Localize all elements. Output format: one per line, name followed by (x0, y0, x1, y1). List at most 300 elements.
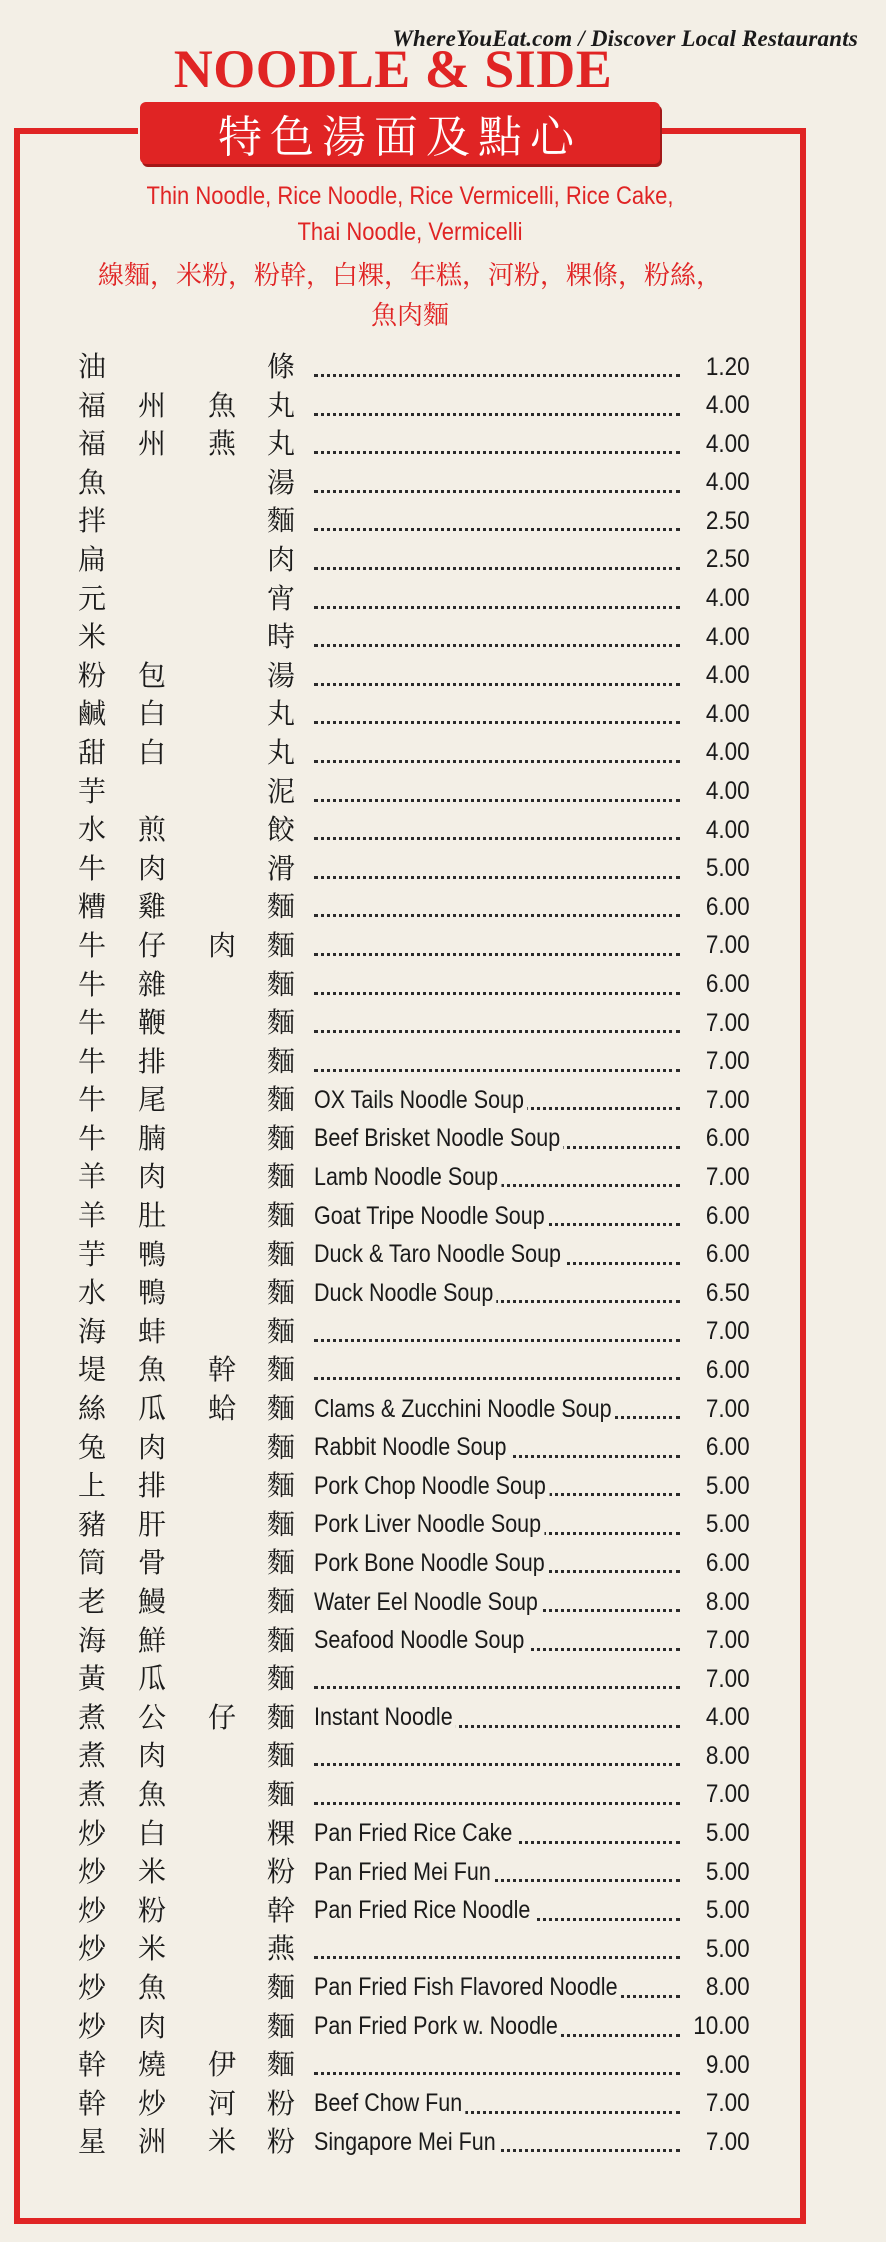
menu-item-chinese-char: 幹 (208, 1353, 237, 1387)
menu-item-chinese-char: 肝 (138, 1507, 167, 1541)
menu-item-chinese-char: 米 (78, 620, 107, 654)
menu-item-chinese-char: 條 (267, 350, 296, 383)
menu-item-chinese-char: 絲 (78, 1392, 107, 1426)
menu-item-chinese-name (78, 1778, 308, 1812)
dot-leader (314, 606, 680, 609)
menu-item-chinese-char: 丸 (267, 388, 296, 422)
menu-item-chinese-char: 炒 (78, 1970, 107, 2004)
menu-item (78, 1506, 750, 1545)
menu-item-english-name (314, 425, 680, 463)
menu-item-chinese-name (78, 697, 308, 731)
menu-item-chinese-char: 粉 (267, 1855, 296, 1889)
menu-item-chinese-char: 麵 (267, 967, 296, 1001)
menu-item-chinese-char: 麵 (267, 1044, 296, 1078)
menu-item-price: 5.00 (706, 1857, 750, 1886)
menu-item-price: 7.00 (706, 1780, 750, 1809)
menu-item (78, 657, 750, 696)
menu-item (78, 1429, 750, 1468)
menu-item-chinese-char: 時 (267, 620, 296, 654)
menu-item-english-name (314, 773, 680, 811)
menu-item-chinese-name (78, 427, 308, 461)
menu-item-chinese-char: 燒 (138, 2048, 167, 2082)
menu-item (78, 1351, 750, 1390)
menu-item-chinese-char: 白 (138, 1816, 167, 1850)
menu-item-english-name (314, 1236, 680, 1274)
menu-item-english-name (314, 1467, 680, 1505)
menu-item-price: 6.00 (706, 1124, 750, 1153)
menu-item-chinese-char: 兔 (78, 1430, 107, 1464)
menu-item (78, 695, 750, 734)
menu-item-chinese-char: 包 (138, 658, 167, 692)
menu-item-chinese-char: 麵 (267, 1392, 296, 1426)
menu-item-chinese-char: 河 (208, 2086, 237, 2120)
menu-item-chinese-char: 牛 (78, 1121, 107, 1155)
menu-item-chinese-char: 豬 (78, 1507, 107, 1541)
menu-item-price: 4.00 (706, 815, 750, 844)
menu-item-chinese-name (78, 1508, 308, 1542)
menu-item-english-name (314, 927, 680, 965)
menu-item (78, 1660, 750, 1699)
menu-item (78, 888, 750, 927)
menu-item (78, 1699, 750, 1738)
menu-item-price: 6.00 (706, 892, 750, 921)
menu-item-chinese-char: 麵 (267, 2048, 296, 2082)
menu-item-chinese-char: 仔 (208, 1700, 237, 1734)
menu-item-chinese-char: 麵 (267, 1507, 296, 1541)
menu-item-chinese-name (78, 1045, 308, 1079)
menu-item-price: 7.00 (706, 1085, 750, 1114)
menu-item-chinese-char: 丸 (267, 735, 296, 769)
dot-leader (314, 1030, 680, 1033)
menu-item-english-name (314, 1930, 680, 1968)
menu-item-english-name (314, 1274, 680, 1312)
menu-item-english-name (314, 888, 680, 926)
menu-item-english-name (314, 1892, 680, 1930)
menu-item-price: 4.00 (706, 777, 750, 806)
menu-item-english-label: Duck & Taro Noodle Soup (314, 1240, 564, 1269)
menu-item-english-name (314, 695, 680, 733)
menu-item-chinese-name (78, 1160, 308, 1194)
menu-item-english-label: Pan Fried Pork w. Noodle (314, 2012, 561, 2041)
menu-item-chinese-name (78, 1701, 308, 1735)
menu-item-chinese-char: 肉 (138, 851, 167, 885)
menu-item-chinese-char: 米 (138, 1855, 167, 1889)
menu-item-english-label: Lamb Noodle Soup (314, 1163, 502, 1192)
menu-item-price: 10.00 (693, 2012, 750, 2041)
menu-item-chinese-name (78, 929, 308, 963)
menu-item-chinese-name (78, 620, 308, 654)
menu-item-chinese-char: 肉 (138, 1160, 167, 1194)
dot-leader (314, 992, 680, 995)
frame-top-right (662, 128, 800, 134)
menu-item (78, 387, 750, 426)
menu-item-price: 6.00 (706, 1548, 750, 1577)
dot-leader (314, 413, 680, 416)
menu-item-chinese-char: 芋 (78, 774, 107, 808)
page-title: NOODLE & SIDE (173, 39, 613, 99)
menu-item-chinese-char: 麵 (267, 1237, 296, 1271)
dot-leader (314, 1339, 680, 1342)
menu-item-chinese-char: 泥 (267, 774, 296, 808)
menu-item-chinese-char: 幹 (78, 2048, 107, 2082)
menu-item-chinese-char: 雜 (138, 967, 167, 1001)
menu-item-english-name (314, 1429, 680, 1467)
menu-item-chinese-char: 麵 (267, 1970, 296, 2004)
menu-item-price: 7.00 (706, 1626, 750, 1655)
menu-item-english-label: Clams & Zucchini Noodle Soup (314, 1395, 615, 1424)
menu-item-chinese-name (78, 1855, 308, 1889)
dot-leader (314, 528, 680, 531)
dot-leader (314, 799, 680, 802)
dot-leader (314, 1069, 680, 1072)
menu-item-chinese-char: 排 (138, 1469, 167, 1503)
menu-item (78, 541, 750, 580)
menu-item-chinese-char: 麵 (267, 1006, 296, 1040)
menu-item (78, 1622, 750, 1661)
menu-item-price: 1.20 (706, 352, 750, 381)
frame-top-left (14, 128, 138, 134)
menu-item-chinese-char: 水 (78, 1276, 107, 1310)
menu-item-chinese-char: 甜 (78, 735, 107, 769)
menu-item-chinese-char: 元 (78, 581, 107, 615)
dot-leader (314, 1956, 680, 1959)
menu-item-english-name (314, 464, 680, 502)
menu-item-chinese-char: 鰻 (138, 1585, 167, 1618)
menu-item (78, 1815, 750, 1854)
menu-item (78, 2123, 750, 2162)
menu-item-english-label: Rabbit Noodle Soup (314, 1433, 510, 1462)
menu-item-chinese-name (78, 1353, 308, 1387)
subtitle-en: Thin Noodle, Rice Noodle, Rice Vermicelli, Rice Cake, Thai Noodle, Vermicelli (146, 182, 674, 246)
menu-item-english-name (314, 2085, 680, 2123)
menu-item-english-name (314, 2008, 680, 2046)
dot-leader (314, 760, 680, 763)
menu-item-chinese-char: 州 (138, 427, 167, 461)
menu-item-chinese-char: 魚 (78, 465, 107, 499)
menu-item-price: 7.00 (706, 1162, 750, 1191)
menu-item-english-name (314, 1081, 680, 1119)
menu-item-chinese-char: 油 (78, 350, 107, 383)
menu-item-price: 6.00 (706, 970, 750, 998)
menu-item-price: 8.00 (706, 1587, 750, 1616)
menu-item-english-name (314, 1699, 680, 1737)
menu-item-english-label: Goat Tripe Noodle Soup (314, 1202, 548, 1231)
menu-item-english-name (314, 1120, 680, 1158)
menu-item-price: 7.00 (706, 2089, 750, 2118)
menu-item-chinese-char: 牛 (78, 851, 107, 885)
menu-item-chinese-name (78, 1199, 308, 1233)
menu-item-english-label: Pan Fried Mei Fun (314, 1858, 494, 1887)
dot-leader (314, 837, 680, 840)
menu-item-english-label: OX Tails Noodle Soup (314, 1086, 527, 1115)
menu-item-chinese-char: 海 (78, 1623, 107, 1657)
menu-item-chinese-char: 瓜 (138, 1392, 167, 1426)
menu-item-price: 7.00 (706, 2127, 750, 2156)
menu-item-chinese-char: 宵 (267, 581, 296, 615)
menu-item-chinese-char: 粉 (78, 658, 107, 692)
menu-item (78, 1892, 750, 1931)
dot-leader (314, 721, 680, 724)
menu-item-price: 2.50 (706, 506, 750, 535)
dot-leader (314, 1377, 680, 1380)
menu-item-price: 5.00 (706, 1819, 750, 1848)
menu-item-chinese-char: 粉 (138, 1893, 167, 1927)
menu-item-chinese-char: 洲 (138, 2125, 167, 2159)
menu-item-chinese-char: 炒 (78, 1932, 107, 1966)
menu-item-chinese-char: 粉 (267, 2125, 296, 2159)
menu-item-price: 4.00 (706, 468, 750, 497)
menu-item (78, 811, 750, 850)
menu-item-price: 6.00 (706, 1240, 750, 1269)
menu-item-chinese-name (78, 1392, 308, 1426)
menu-item-chinese-char: 牛 (78, 1006, 107, 1040)
menu-item-english-label: Seafood Noodle Soup (314, 1626, 528, 1655)
menu-item-chinese-char: 魚 (138, 1777, 167, 1811)
menu-item-price: 6.00 (706, 1433, 750, 1462)
menu-item-chinese-name (78, 389, 308, 423)
menu-item-chinese-char: 肉 (208, 928, 237, 962)
menu-item-english-name (314, 657, 680, 695)
menu-item (78, 1969, 750, 2008)
menu-item-price: 7.00 (706, 1047, 750, 1076)
menu-item-chinese-char: 炒 (138, 2086, 167, 2120)
menu-item-chinese-name (78, 1662, 308, 1696)
menu-item-chinese-name (78, 659, 308, 693)
menu-item-chinese-char: 魚 (208, 388, 237, 422)
menu-item (78, 734, 750, 773)
menu-item-price: 4.00 (706, 584, 750, 613)
menu-item-english-name (314, 1969, 680, 2007)
menu-item (78, 1853, 750, 1892)
menu-item-chinese-char: 肉 (138, 1739, 167, 1773)
menu-item (78, 850, 750, 889)
menu-item-chinese-char: 白 (138, 697, 167, 731)
menu-item (78, 348, 750, 387)
menu-item-chinese-char: 糟 (78, 890, 107, 924)
menu-item (78, 1313, 750, 1352)
menu-item-chinese-char: 麵 (267, 1276, 296, 1310)
menu-item-chinese-name (78, 1122, 308, 1156)
menu-item-english-name (314, 1004, 680, 1042)
menu-item-chinese-char: 麵 (267, 1083, 296, 1117)
menu-item-english-name (314, 387, 680, 425)
menu-item-chinese-char: 黃 (78, 1662, 107, 1696)
menu-item-chinese-char: 星 (78, 2125, 107, 2159)
menu-item-price: 5.00 (706, 1934, 750, 1963)
menu-item-price: 4.00 (706, 661, 750, 690)
menu-item-chinese-char: 粿 (267, 1816, 296, 1850)
menu-item-chinese-char: 燕 (267, 1932, 296, 1966)
menu-item-english-name (314, 1622, 680, 1660)
menu-item-english-name (314, 1506, 680, 1544)
menu-item-english-name (314, 1313, 680, 1351)
menu-item-chinese-char: 福 (78, 388, 107, 422)
menu-item-chinese-char: 麵 (267, 890, 296, 924)
menu-item-english-name (314, 2046, 680, 2084)
menu-item-chinese-name (78, 1469, 308, 1503)
menu-item-chinese-char: 蚌 (138, 1314, 167, 1348)
menu-item-english-name (314, 1776, 680, 1814)
menu-item (78, 966, 750, 1005)
menu-item-english-name (314, 1737, 680, 1775)
menu-item-english-name (314, 2123, 680, 2161)
menu-item-english-name (314, 1815, 680, 1853)
menu-item-chinese-name (78, 1546, 308, 1580)
menu-item-chinese-name (78, 543, 308, 577)
menu-item-chinese-char: 煮 (78, 1700, 107, 1734)
menu-item-price: 4.00 (706, 429, 750, 458)
menu-item-chinese-char: 幹 (267, 1893, 296, 1927)
menu-item-chinese-char: 州 (138, 388, 167, 422)
menu-item-chinese-name (78, 1083, 308, 1117)
menu-item-chinese-char: 魚 (138, 1353, 167, 1387)
menu-item (78, 773, 750, 812)
menu-item-chinese-char: 肉 (138, 2009, 167, 2043)
menu-item-chinese-name (78, 1971, 308, 2005)
menu-item-chinese-char: 尾 (138, 1083, 167, 1117)
menu-item-chinese-char: 麵 (267, 1199, 296, 1233)
menu-item-chinese-char: 仔 (138, 928, 167, 962)
menu-item-chinese-char: 上 (78, 1469, 107, 1503)
menu-item-english-label: Duck Noodle Soup (314, 1279, 497, 1308)
menu-item (78, 2085, 750, 2124)
menu-item-chinese-char: 筒 (78, 1546, 107, 1580)
menu-item-chinese-char: 排 (138, 1044, 167, 1078)
menu-item-chinese-name (78, 504, 308, 538)
menu-item (78, 1158, 750, 1197)
menu-item-price: 5.00 (706, 1896, 750, 1925)
menu-item-chinese-char: 瓜 (138, 1662, 167, 1696)
dot-leader (314, 953, 680, 956)
menu-item-english-label: Singapore Mei Fun (314, 2128, 499, 2157)
menu-item-price: 6.00 (706, 1355, 750, 1384)
menu-item-chinese-char: 煎 (138, 813, 167, 847)
menu-item-english-name (314, 541, 680, 579)
menu-item-chinese-char: 拌 (78, 504, 107, 538)
menu-item-chinese-char: 米 (208, 2125, 237, 2159)
menu-item-english-label: Pan Fried Rice Cake (314, 1819, 516, 1848)
menu-item-chinese-char: 炒 (78, 1816, 107, 1850)
menu-item-chinese-char: 麵 (267, 1623, 296, 1657)
menu-item-chinese-name (78, 775, 308, 809)
menu-item-price: 8.00 (706, 1973, 750, 2002)
menu-item-chinese-char: 芋 (78, 1237, 107, 1271)
menu-item (78, 2046, 750, 2085)
menu-item-price: 7.00 (706, 1394, 750, 1423)
menu-item-price: 7.00 (706, 1664, 750, 1693)
dot-leader (314, 374, 680, 377)
menu-item-price: 4.00 (706, 1703, 750, 1732)
menu-item-chinese-char: 雞 (138, 890, 167, 924)
menu-item-english-label: Beef Brisket Noodle Soup (314, 1124, 564, 1153)
menu-item-chinese-char: 牛 (78, 1083, 107, 1117)
menu-item (78, 1737, 750, 1776)
menu-item-chinese-char: 燕 (208, 427, 237, 461)
menu-item-chinese-char: 伊 (208, 2048, 237, 2082)
menu-item-english-name (314, 1351, 680, 1389)
menu-item (78, 1583, 750, 1622)
menu-item-chinese-char: 老 (78, 1585, 107, 1618)
menu-item-chinese-char: 鴨 (138, 1276, 167, 1310)
menu-item-chinese-name (78, 1238, 308, 1272)
menu-item-english-label: Instant Noodle (314, 1703, 456, 1732)
menu-item-chinese-name (78, 1006, 308, 1040)
menu-item-chinese-char: 煮 (78, 1739, 107, 1773)
menu-item-english-label: Pan Fried Fish Flavored Noodle (314, 1973, 621, 2002)
menu-item-price: 9.00 (706, 2050, 750, 2079)
menu-item-chinese-char: 鴨 (138, 1237, 167, 1271)
menu-item-english-name (314, 1583, 680, 1621)
menu-item-chinese-char: 麵 (267, 504, 296, 538)
menu-item-price: 4.00 (706, 622, 750, 651)
menu-item (78, 1467, 750, 1506)
menu-item-chinese-name (78, 968, 308, 1002)
menu-item (78, 502, 750, 541)
menu-item-price: 7.00 (706, 1317, 750, 1346)
menu-item-price: 5.00 (706, 1510, 750, 1539)
menu-item (78, 1081, 750, 1120)
menu-item-chinese-name (78, 813, 308, 847)
menu-item-chinese-char: 湯 (267, 658, 296, 692)
menu-item-english-label: Water Eel Noodle Soup (314, 1588, 541, 1617)
menu-item-chinese-char: 鹹 (78, 697, 107, 731)
menu-item-chinese-char: 湯 (267, 465, 296, 499)
menu-item-chinese-char: 牛 (78, 928, 107, 962)
menu-item-chinese-name (78, 1276, 308, 1310)
menu-item-chinese-name (78, 2048, 308, 2082)
menu-item-price: 4.00 (706, 391, 750, 420)
menu-item-chinese-char: 麵 (267, 1353, 296, 1387)
menu-item-chinese-char: 麵 (267, 1700, 296, 1734)
title-banner (140, 102, 660, 164)
menu-item-chinese-name (78, 582, 308, 616)
menu-item-chinese-char: 麵 (267, 1739, 296, 1773)
menu-item (78, 1544, 750, 1583)
menu-item-english-name (314, 502, 680, 540)
menu-item-chinese-name (78, 1932, 308, 1966)
menu-item-chinese-char: 肉 (138, 1430, 167, 1464)
menu-item-chinese-name (78, 1817, 308, 1851)
menu-item (78, 2008, 750, 2047)
menu-item-chinese-name (78, 2010, 308, 2044)
menu-item-chinese-char: 煮 (78, 1777, 107, 1811)
title-zh: 特色湯面及點心 (218, 112, 582, 163)
menu-item-english-name (314, 1390, 680, 1428)
menu-item-chinese-char: 牛 (78, 967, 107, 1001)
menu-item-chinese-char: 麵 (267, 1662, 296, 1696)
menu-item-chinese-char: 鮮 (138, 1623, 167, 1657)
menu-item (78, 618, 750, 657)
menu-item-english-label: Pork Chop Noodle Soup (314, 1472, 549, 1501)
menu-item-english-name (314, 811, 680, 849)
menu-item (78, 1120, 750, 1159)
menu-item-chinese-char: 腩 (138, 1121, 167, 1155)
menu-item-chinese-char: 麵 (267, 1121, 296, 1155)
dot-leader (314, 644, 680, 647)
menu-item-chinese-name (78, 1585, 308, 1619)
menu-item-price: 2.50 (706, 545, 750, 574)
menu-item-chinese-name (78, 852, 308, 886)
menu-item-chinese-char: 麵 (267, 1546, 296, 1580)
menu-item-price: 6.50 (706, 1278, 750, 1307)
menu-item-chinese-char: 麵 (267, 2009, 296, 2043)
dot-leader (314, 567, 680, 570)
menu-item-chinese-char: 麵 (267, 1160, 296, 1194)
menu-item-chinese-char: 牛 (78, 1044, 107, 1078)
menu-item-chinese-name (78, 1894, 308, 1928)
menu-item (78, 464, 750, 503)
menu-item-chinese-char: 白 (138, 735, 167, 769)
